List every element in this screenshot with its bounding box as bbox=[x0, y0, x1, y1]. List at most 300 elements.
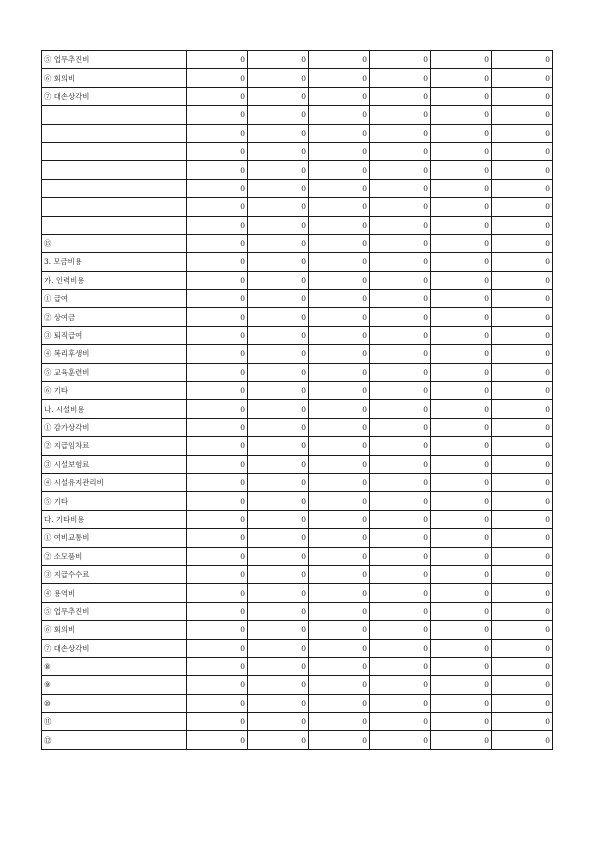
row-label-cell: ① 감가상각비 bbox=[42, 418, 187, 436]
value-cell: 0 bbox=[370, 694, 431, 712]
value-cell: 0 bbox=[431, 106, 492, 124]
row-label-cell: ③ 시설보험료 bbox=[42, 455, 187, 473]
table-row bbox=[42, 51, 553, 69]
value-cell: 0 bbox=[431, 345, 492, 363]
value-cell: 0 bbox=[248, 345, 309, 363]
table-row bbox=[42, 161, 553, 179]
table-row bbox=[42, 694, 553, 712]
value-cell: 0 bbox=[248, 731, 309, 749]
row-label-cell: ⑨ bbox=[42, 676, 187, 694]
value-cell: 0 bbox=[309, 106, 370, 124]
row-label-cell: ⑤ 업무추진비 bbox=[42, 602, 187, 620]
value-cell: 0 bbox=[187, 713, 248, 731]
value-cell: 0 bbox=[309, 473, 370, 491]
value-cell: 0 bbox=[431, 271, 492, 289]
value-cell: 0 bbox=[309, 713, 370, 731]
value-cell: 0 bbox=[370, 198, 431, 216]
value-cell: 0 bbox=[187, 455, 248, 473]
value-cell: 0 bbox=[431, 87, 492, 105]
table-row bbox=[42, 455, 553, 473]
value-cell: 0 bbox=[370, 216, 431, 234]
table-row bbox=[42, 492, 553, 510]
value-cell: 0 bbox=[492, 529, 553, 547]
value-cell: 0 bbox=[431, 565, 492, 583]
value-cell: 0 bbox=[248, 602, 309, 620]
value-cell: 0 bbox=[431, 473, 492, 491]
row-label-cell bbox=[42, 161, 187, 179]
table-row bbox=[42, 565, 553, 583]
table-row bbox=[42, 234, 553, 252]
value-cell: 0 bbox=[309, 198, 370, 216]
value-cell: 0 bbox=[187, 639, 248, 657]
value-cell: 0 bbox=[492, 234, 553, 252]
table-row bbox=[42, 253, 553, 271]
value-cell: 0 bbox=[309, 731, 370, 749]
value-cell: 0 bbox=[370, 308, 431, 326]
value-cell: 0 bbox=[248, 529, 309, 547]
row-label-cell: ④ 시설유지관리비 bbox=[42, 473, 187, 491]
value-cell: 0 bbox=[248, 492, 309, 510]
value-cell: 0 bbox=[187, 418, 248, 436]
value-cell: 0 bbox=[492, 382, 553, 400]
value-cell: 0 bbox=[187, 676, 248, 694]
table-row bbox=[42, 639, 553, 657]
value-cell: 0 bbox=[431, 198, 492, 216]
value-cell: 0 bbox=[309, 657, 370, 675]
value-cell: 0 bbox=[248, 657, 309, 675]
value-cell: 0 bbox=[370, 731, 431, 749]
value-cell: 0 bbox=[492, 179, 553, 197]
value-cell: 0 bbox=[248, 290, 309, 308]
value-cell: 0 bbox=[248, 437, 309, 455]
table-row bbox=[42, 124, 553, 142]
value-cell: 0 bbox=[492, 290, 553, 308]
table-row bbox=[42, 473, 553, 491]
value-cell: 0 bbox=[370, 326, 431, 344]
value-cell: 0 bbox=[492, 621, 553, 639]
value-cell: 0 bbox=[309, 290, 370, 308]
value-cell: 0 bbox=[370, 179, 431, 197]
table-row bbox=[42, 216, 553, 234]
row-label-cell: ③ 퇴직급여 bbox=[42, 326, 187, 344]
value-cell: 0 bbox=[248, 216, 309, 234]
value-cell: 0 bbox=[492, 326, 553, 344]
value-cell: 0 bbox=[370, 621, 431, 639]
row-label-cell: ⑤ 업무추진비 bbox=[42, 51, 187, 69]
row-label-cell: 나. 시설비용 bbox=[42, 400, 187, 418]
value-cell: 0 bbox=[431, 418, 492, 436]
value-cell: 0 bbox=[370, 87, 431, 105]
value-cell: 0 bbox=[309, 400, 370, 418]
value-cell: 0 bbox=[370, 473, 431, 491]
value-cell: 0 bbox=[248, 621, 309, 639]
value-cell: 0 bbox=[492, 400, 553, 418]
value-cell: 0 bbox=[370, 51, 431, 69]
value-cell: 0 bbox=[248, 124, 309, 142]
value-cell: 0 bbox=[248, 326, 309, 344]
value-cell: 0 bbox=[187, 510, 248, 528]
value-cell: 0 bbox=[492, 492, 553, 510]
row-label-cell: ③ 지급수수료 bbox=[42, 565, 187, 583]
value-cell: 0 bbox=[492, 363, 553, 381]
value-cell: 0 bbox=[370, 363, 431, 381]
value-cell: 0 bbox=[492, 437, 553, 455]
value-cell: 0 bbox=[370, 602, 431, 620]
value-cell: 0 bbox=[187, 106, 248, 124]
row-label-cell: ④ 용역비 bbox=[42, 584, 187, 602]
value-cell: 0 bbox=[431, 657, 492, 675]
row-label-cell: ⑪ bbox=[42, 713, 187, 731]
value-cell: 0 bbox=[187, 234, 248, 252]
value-cell: 0 bbox=[309, 345, 370, 363]
table-row bbox=[42, 713, 553, 731]
value-cell: 0 bbox=[431, 179, 492, 197]
value-cell: 0 bbox=[248, 565, 309, 583]
table-row bbox=[42, 657, 553, 675]
value-cell: 0 bbox=[309, 69, 370, 87]
value-cell: 0 bbox=[370, 253, 431, 271]
value-cell: 0 bbox=[492, 473, 553, 491]
value-cell: 0 bbox=[187, 69, 248, 87]
value-cell: 0 bbox=[431, 547, 492, 565]
value-cell: 0 bbox=[248, 87, 309, 105]
value-cell: 0 bbox=[492, 69, 553, 87]
value-cell: 0 bbox=[309, 565, 370, 583]
value-cell: 0 bbox=[492, 345, 553, 363]
row-label-cell: ⑦ 대손상각비 bbox=[42, 639, 187, 657]
value-cell: 0 bbox=[309, 418, 370, 436]
value-cell: 0 bbox=[370, 345, 431, 363]
value-cell: 0 bbox=[370, 657, 431, 675]
table-row bbox=[42, 363, 553, 381]
row-label-cell: ⑦ 대손상각비 bbox=[42, 87, 187, 105]
value-cell: 0 bbox=[309, 161, 370, 179]
value-cell: 0 bbox=[492, 142, 553, 160]
value-cell: 0 bbox=[431, 363, 492, 381]
value-cell: 0 bbox=[309, 602, 370, 620]
value-cell: 0 bbox=[248, 510, 309, 528]
value-cell: 0 bbox=[248, 179, 309, 197]
value-cell: 0 bbox=[187, 290, 248, 308]
table-row bbox=[42, 676, 553, 694]
value-cell: 0 bbox=[431, 621, 492, 639]
row-label-cell: ④ 복리후생비 bbox=[42, 345, 187, 363]
value-cell: 0 bbox=[309, 179, 370, 197]
value-cell: 0 bbox=[431, 676, 492, 694]
value-cell: 0 bbox=[370, 106, 431, 124]
value-cell: 0 bbox=[187, 694, 248, 712]
value-cell: 0 bbox=[370, 271, 431, 289]
value-cell: 0 bbox=[187, 437, 248, 455]
table-row bbox=[42, 198, 553, 216]
table-row bbox=[42, 290, 553, 308]
value-cell: 0 bbox=[370, 584, 431, 602]
row-label-cell: ⑩ bbox=[42, 694, 187, 712]
value-cell: 0 bbox=[248, 547, 309, 565]
value-cell: 0 bbox=[187, 547, 248, 565]
value-cell: 0 bbox=[187, 602, 248, 620]
value-cell: 0 bbox=[187, 51, 248, 69]
value-cell: 0 bbox=[492, 418, 553, 436]
table-row bbox=[42, 345, 553, 363]
value-cell: 0 bbox=[492, 455, 553, 473]
value-cell: 0 bbox=[431, 308, 492, 326]
value-cell: 0 bbox=[248, 639, 309, 657]
value-cell: 0 bbox=[248, 694, 309, 712]
value-cell: 0 bbox=[309, 363, 370, 381]
value-cell: 0 bbox=[370, 676, 431, 694]
value-cell: 0 bbox=[431, 382, 492, 400]
value-cell: 0 bbox=[248, 382, 309, 400]
value-cell: 0 bbox=[187, 179, 248, 197]
value-cell: 0 bbox=[370, 492, 431, 510]
value-cell: 0 bbox=[431, 216, 492, 234]
expense-table bbox=[41, 50, 553, 750]
value-cell: 0 bbox=[309, 455, 370, 473]
expense-table-body bbox=[42, 51, 553, 750]
value-cell: 0 bbox=[248, 69, 309, 87]
value-cell: 0 bbox=[187, 621, 248, 639]
value-cell: 0 bbox=[431, 455, 492, 473]
row-label-cell bbox=[42, 142, 187, 160]
table-row bbox=[42, 308, 553, 326]
row-label-cell: ② 상여금 bbox=[42, 308, 187, 326]
value-cell: 0 bbox=[370, 547, 431, 565]
value-cell: 0 bbox=[431, 694, 492, 712]
table-row bbox=[42, 142, 553, 160]
table-row bbox=[42, 69, 553, 87]
value-cell: 0 bbox=[492, 547, 553, 565]
value-cell: 0 bbox=[370, 639, 431, 657]
row-label-cell: ⑥ 회의비 bbox=[42, 69, 187, 87]
value-cell: 0 bbox=[492, 639, 553, 657]
value-cell: 0 bbox=[309, 510, 370, 528]
value-cell: 0 bbox=[309, 492, 370, 510]
value-cell: 0 bbox=[492, 565, 553, 583]
table-row bbox=[42, 437, 553, 455]
value-cell: 0 bbox=[309, 253, 370, 271]
value-cell: 0 bbox=[187, 492, 248, 510]
value-cell: 0 bbox=[187, 529, 248, 547]
value-cell: 0 bbox=[187, 473, 248, 491]
value-cell: 0 bbox=[187, 161, 248, 179]
value-cell: 0 bbox=[187, 253, 248, 271]
value-cell: 0 bbox=[492, 106, 553, 124]
row-label-cell: ⑥ 기타 bbox=[42, 382, 187, 400]
table-row bbox=[42, 326, 553, 344]
value-cell: 0 bbox=[431, 639, 492, 657]
value-cell: 0 bbox=[248, 308, 309, 326]
row-label-cell: ⑤ 기타 bbox=[42, 492, 187, 510]
value-cell: 0 bbox=[431, 142, 492, 160]
table-row bbox=[42, 602, 553, 620]
value-cell: 0 bbox=[431, 51, 492, 69]
value-cell: 0 bbox=[309, 382, 370, 400]
value-cell: 0 bbox=[187, 216, 248, 234]
value-cell: 0 bbox=[248, 584, 309, 602]
value-cell: 0 bbox=[492, 216, 553, 234]
value-cell: 0 bbox=[309, 326, 370, 344]
value-cell: 0 bbox=[370, 510, 431, 528]
value-cell: 0 bbox=[309, 216, 370, 234]
value-cell: 0 bbox=[248, 161, 309, 179]
value-cell: 0 bbox=[187, 198, 248, 216]
value-cell: 0 bbox=[309, 676, 370, 694]
value-cell: 0 bbox=[370, 124, 431, 142]
value-cell: 0 bbox=[309, 234, 370, 252]
row-label-cell: ⑮ bbox=[42, 234, 187, 252]
value-cell: 0 bbox=[431, 584, 492, 602]
value-cell: 0 bbox=[309, 529, 370, 547]
value-cell: 0 bbox=[187, 326, 248, 344]
row-label-cell bbox=[42, 106, 187, 124]
value-cell: 0 bbox=[492, 87, 553, 105]
row-label-cell bbox=[42, 216, 187, 234]
value-cell: 0 bbox=[492, 713, 553, 731]
value-cell: 0 bbox=[187, 308, 248, 326]
value-cell: 0 bbox=[187, 731, 248, 749]
value-cell: 0 bbox=[248, 198, 309, 216]
value-cell: 0 bbox=[309, 124, 370, 142]
table-row bbox=[42, 731, 553, 749]
value-cell: 0 bbox=[431, 124, 492, 142]
table-row bbox=[42, 584, 553, 602]
value-cell: 0 bbox=[187, 657, 248, 675]
value-cell: 0 bbox=[187, 87, 248, 105]
value-cell: 0 bbox=[492, 198, 553, 216]
table-row bbox=[42, 621, 553, 639]
value-cell: 0 bbox=[309, 437, 370, 455]
value-cell: 0 bbox=[248, 106, 309, 124]
table-row bbox=[42, 271, 553, 289]
table-row bbox=[42, 179, 553, 197]
value-cell: 0 bbox=[248, 713, 309, 731]
value-cell: 0 bbox=[492, 253, 553, 271]
value-cell: 0 bbox=[309, 308, 370, 326]
value-cell: 0 bbox=[309, 51, 370, 69]
value-cell: 0 bbox=[370, 69, 431, 87]
value-cell: 0 bbox=[248, 676, 309, 694]
value-cell: 0 bbox=[492, 510, 553, 528]
value-cell: 0 bbox=[248, 363, 309, 381]
row-label-cell: ① 급여 bbox=[42, 290, 187, 308]
row-label-cell: ② 소모품비 bbox=[42, 547, 187, 565]
value-cell: 0 bbox=[370, 565, 431, 583]
value-cell: 0 bbox=[370, 418, 431, 436]
value-cell: 0 bbox=[248, 253, 309, 271]
value-cell: 0 bbox=[370, 437, 431, 455]
value-cell: 0 bbox=[431, 161, 492, 179]
row-label-cell: ⑥ 회의비 bbox=[42, 621, 187, 639]
value-cell: 0 bbox=[309, 271, 370, 289]
value-cell: 0 bbox=[187, 363, 248, 381]
table-row bbox=[42, 529, 553, 547]
value-cell: 0 bbox=[370, 713, 431, 731]
row-label-cell: 가. 인력비용 bbox=[42, 271, 187, 289]
value-cell: 0 bbox=[309, 142, 370, 160]
value-cell: 0 bbox=[309, 694, 370, 712]
value-cell: 0 bbox=[492, 161, 553, 179]
value-cell: 0 bbox=[370, 529, 431, 547]
value-cell: 0 bbox=[248, 455, 309, 473]
table-row bbox=[42, 400, 553, 418]
value-cell: 0 bbox=[187, 271, 248, 289]
value-cell: 0 bbox=[187, 142, 248, 160]
value-cell: 0 bbox=[370, 142, 431, 160]
value-cell: 0 bbox=[248, 142, 309, 160]
table-row bbox=[42, 87, 553, 105]
value-cell: 0 bbox=[309, 87, 370, 105]
value-cell: 0 bbox=[492, 584, 553, 602]
value-cell: 0 bbox=[370, 290, 431, 308]
table-row bbox=[42, 382, 553, 400]
value-cell: 0 bbox=[431, 69, 492, 87]
value-cell: 0 bbox=[248, 271, 309, 289]
value-cell: 0 bbox=[370, 234, 431, 252]
value-cell: 0 bbox=[187, 345, 248, 363]
value-cell: 0 bbox=[309, 621, 370, 639]
value-cell: 0 bbox=[492, 657, 553, 675]
value-cell: 0 bbox=[248, 234, 309, 252]
value-cell: 0 bbox=[492, 731, 553, 749]
value-cell: 0 bbox=[187, 565, 248, 583]
table-row bbox=[42, 106, 553, 124]
value-cell: 0 bbox=[309, 639, 370, 657]
value-cell: 0 bbox=[248, 418, 309, 436]
value-cell: 0 bbox=[431, 290, 492, 308]
value-cell: 0 bbox=[187, 124, 248, 142]
row-label-cell: ⑧ bbox=[42, 657, 187, 675]
value-cell: 0 bbox=[492, 694, 553, 712]
value-cell: 0 bbox=[431, 400, 492, 418]
value-cell: 0 bbox=[248, 400, 309, 418]
table-row bbox=[42, 418, 553, 436]
value-cell: 0 bbox=[370, 400, 431, 418]
table-row bbox=[42, 547, 553, 565]
row-label-cell: ② 지급임차료 bbox=[42, 437, 187, 455]
value-cell: 0 bbox=[431, 510, 492, 528]
row-label-cell: ⑫ bbox=[42, 731, 187, 749]
row-label-cell bbox=[42, 198, 187, 216]
row-label-cell: 3. 모금비용 bbox=[42, 253, 187, 271]
value-cell: 0 bbox=[431, 731, 492, 749]
value-cell: 0 bbox=[492, 676, 553, 694]
value-cell: 0 bbox=[431, 234, 492, 252]
value-cell: 0 bbox=[431, 326, 492, 344]
value-cell: 0 bbox=[431, 492, 492, 510]
value-cell: 0 bbox=[431, 529, 492, 547]
row-label-cell: 다. 기타비용 bbox=[42, 510, 187, 528]
value-cell: 0 bbox=[370, 161, 431, 179]
value-cell: 0 bbox=[492, 308, 553, 326]
value-cell: 0 bbox=[248, 473, 309, 491]
value-cell: 0 bbox=[492, 271, 553, 289]
value-cell: 0 bbox=[309, 547, 370, 565]
value-cell: 0 bbox=[492, 124, 553, 142]
table-row bbox=[42, 510, 553, 528]
value-cell: 0 bbox=[370, 455, 431, 473]
value-cell: 0 bbox=[431, 253, 492, 271]
value-cell: 0 bbox=[431, 713, 492, 731]
value-cell: 0 bbox=[187, 400, 248, 418]
value-cell: 0 bbox=[492, 51, 553, 69]
value-cell: 0 bbox=[370, 382, 431, 400]
row-label-cell bbox=[42, 179, 187, 197]
value-cell: 0 bbox=[492, 602, 553, 620]
value-cell: 0 bbox=[187, 584, 248, 602]
row-label-cell: ① 여비교통비 bbox=[42, 529, 187, 547]
row-label-cell: ⑤ 교육훈련비 bbox=[42, 363, 187, 381]
